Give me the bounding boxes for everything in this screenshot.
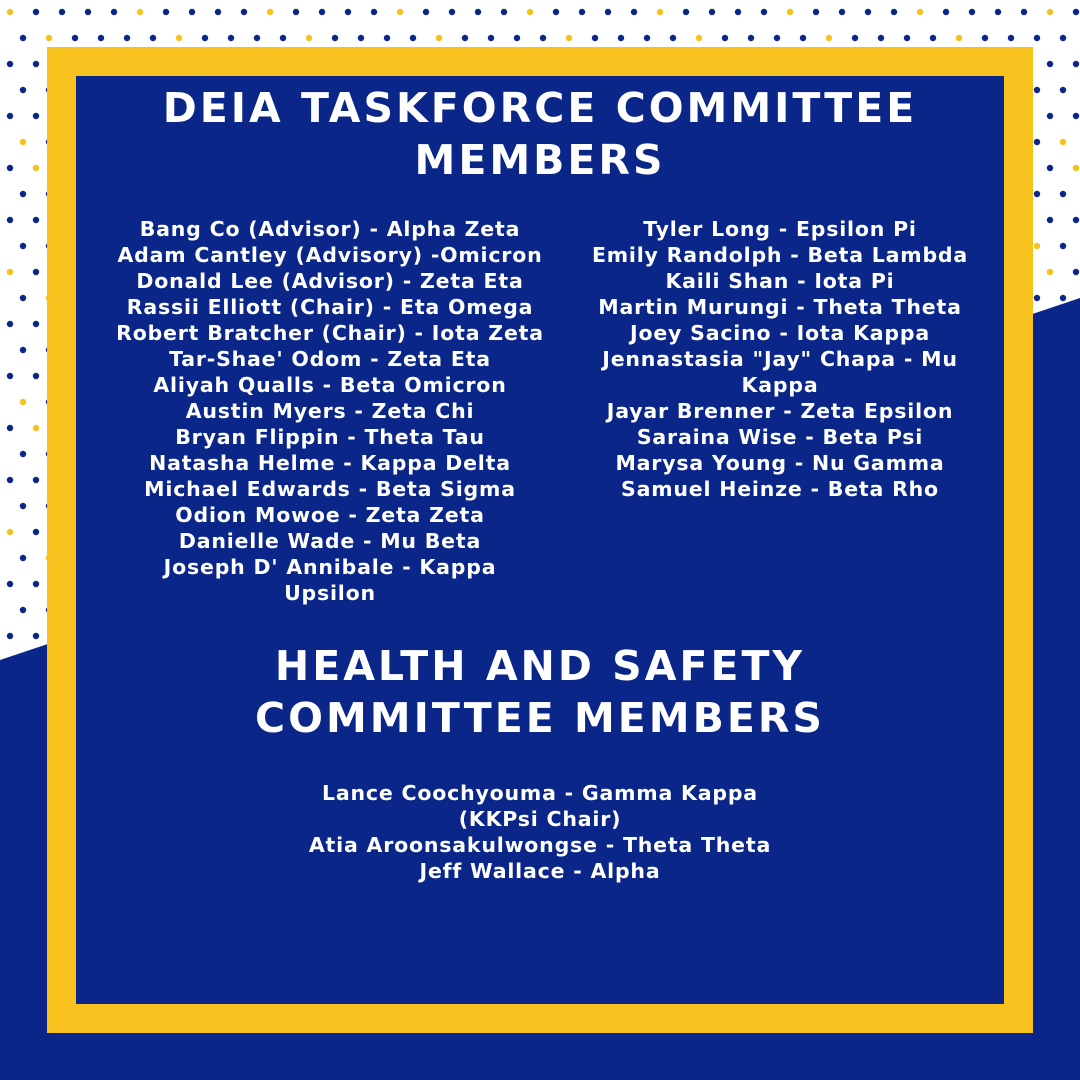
decorative-dot: [332, 35, 338, 41]
member-line: Jennastasia "Jay" Chapa - Mu: [602, 347, 958, 371]
decorative-dot: [449, 9, 455, 15]
decorative-dot: [1047, 165, 1053, 171]
member-line: (KKPsi Chair): [458, 807, 622, 831]
decorative-dot: [33, 321, 39, 327]
decorative-dot: [33, 113, 39, 119]
decorative-dot: [436, 35, 442, 41]
deia-members-left-column: [100, 216, 560, 606]
decorative-dot: [943, 9, 949, 15]
member-line: Rassii Elliott (Chair) - Eta Omega: [126, 295, 534, 319]
decorative-dot: [1073, 61, 1079, 67]
decorative-dot: [176, 35, 182, 41]
decorative-dot: [7, 9, 13, 15]
member-line: Kaili Shan - Iota Pi: [665, 269, 895, 293]
decorative-dot: [7, 529, 13, 535]
decorative-dot: [306, 35, 312, 41]
decorative-dot: [33, 269, 39, 275]
decorative-dot: [241, 9, 247, 15]
decorative-dot: [20, 399, 26, 405]
decorative-dot: [85, 9, 91, 15]
decorative-dot: [839, 9, 845, 15]
decorative-dot: [20, 139, 26, 145]
member-line: Adam Cantley (Advisory) -Omicron: [117, 243, 543, 267]
decorative-dot: [7, 217, 13, 223]
decorative-dot: [1047, 113, 1053, 119]
decorative-dot: [956, 35, 962, 41]
health-safety-members-list: [280, 780, 800, 884]
decorative-dot: [1060, 191, 1066, 197]
decorative-dot: [670, 35, 676, 41]
deia-committee-title: [76, 82, 1004, 186]
decorative-dot: [20, 35, 26, 41]
decorative-dot: [1034, 243, 1040, 249]
decorative-dot: [1060, 139, 1066, 145]
decorative-dot: [527, 9, 533, 15]
decorative-dot: [267, 9, 273, 15]
member-line: Saraina Wise - Beta Psi: [636, 425, 924, 449]
member-line: Martin Murungi - Theta Theta: [598, 295, 962, 319]
decorative-dot: [1073, 165, 1079, 171]
decorative-dot: [722, 35, 728, 41]
decorative-dot: [969, 9, 975, 15]
member-line: Tyler Long - Epsilon Pi: [643, 217, 917, 241]
decorative-dot: [410, 35, 416, 41]
decorative-dot: [1021, 9, 1027, 15]
decorative-dot: [72, 35, 78, 41]
health-safety-committee-title: [76, 640, 1004, 744]
member-line: Joseph D' Annibale - Kappa: [163, 555, 497, 579]
decorative-dot: [1034, 87, 1040, 93]
decorative-dot: [1073, 113, 1079, 119]
member-line: Danielle Wade - Mu Beta: [178, 529, 482, 553]
decorative-dot: [462, 35, 468, 41]
decorative-dot: [423, 9, 429, 15]
health-safety-title-line-1: HEALTH AND SAFETY: [274, 642, 806, 690]
decorative-dot: [20, 607, 26, 613]
decorative-dot: [1060, 295, 1066, 301]
decorative-dot: [1060, 35, 1066, 41]
decorative-dot: [137, 9, 143, 15]
member-line: Jayar Brenner - Zeta Epsilon: [606, 399, 954, 423]
decorative-dot: [1034, 35, 1040, 41]
member-line: Upsilon: [284, 581, 376, 605]
decorative-dot: [592, 35, 598, 41]
decorative-dot: [618, 35, 624, 41]
member-line: Kappa: [741, 373, 819, 397]
decorative-dot: [202, 35, 208, 41]
decorative-dot: [33, 217, 39, 223]
member-line: Bryan Flippin - Theta Tau: [175, 425, 485, 449]
decorative-dot: [345, 9, 351, 15]
decorative-dot: [7, 113, 13, 119]
decorative-dot: [20, 191, 26, 197]
decorative-dot: [98, 35, 104, 41]
decorative-dot: [696, 35, 702, 41]
decorative-dot: [930, 35, 936, 41]
decorative-dot: [150, 35, 156, 41]
decorative-dot: [1008, 35, 1014, 41]
decorative-dot: [1060, 243, 1066, 249]
decorative-dot: [1034, 191, 1040, 197]
member-line: Samuel Heinze - Beta Rho: [621, 477, 939, 501]
decorative-dot: [657, 9, 663, 15]
decorative-dot: [20, 451, 26, 457]
decorative-dot: [488, 35, 494, 41]
decorative-dot: [33, 581, 39, 587]
decorative-dot: [826, 35, 832, 41]
decorative-dot: [163, 9, 169, 15]
decorative-dot: [774, 35, 780, 41]
decorative-dot: [215, 9, 221, 15]
decorative-dot: [33, 529, 39, 535]
decorative-dot: [33, 165, 39, 171]
decorative-dot: [254, 35, 260, 41]
decorative-dot: [33, 633, 39, 639]
member-line: Lance Coochyouma - Gamma Kappa: [322, 781, 758, 805]
decorative-dot: [20, 347, 26, 353]
member-line: Donald Lee (Advisor) - Zeta Eta: [136, 269, 524, 293]
decorative-dot: [1060, 87, 1066, 93]
decorative-dot: [1073, 217, 1079, 223]
decorative-dot: [813, 9, 819, 15]
decorative-dot: [20, 87, 26, 93]
decorative-dot: [20, 555, 26, 561]
decorative-dot: [644, 35, 650, 41]
decorative-dot: [7, 321, 13, 327]
decorative-dot: [553, 9, 559, 15]
decorative-dot: [904, 35, 910, 41]
decorative-dot: [475, 9, 481, 15]
decorative-dot: [579, 9, 585, 15]
decorative-dot: [20, 295, 26, 301]
deia-title-line-2: MEMBERS: [414, 136, 666, 184]
member-line: Tar-Shae' Odom - Zeta Eta: [169, 347, 491, 371]
deia-title-line-1: DEIA TASKFORCE COMMITTEE: [162, 84, 918, 132]
decorative-dot: [683, 9, 689, 15]
decorative-dot: [787, 9, 793, 15]
decorative-dot: [501, 9, 507, 15]
decorative-dot: [605, 9, 611, 15]
decorative-dot: [1034, 295, 1040, 301]
member-line: Michael Edwards - Beta Sigma: [144, 477, 516, 501]
decorative-dot: [631, 9, 637, 15]
decorative-dot: [280, 35, 286, 41]
decorative-dot: [878, 35, 884, 41]
decorative-dot: [7, 425, 13, 431]
decorative-dot: [7, 373, 13, 379]
decorative-dot: [59, 9, 65, 15]
decorative-dot: [384, 35, 390, 41]
member-line: Aliyah Qualls - Beta Omicron: [153, 373, 507, 397]
decorative-dot: [33, 477, 39, 483]
decorative-dot: [748, 35, 754, 41]
decorative-dot: [228, 35, 234, 41]
decorative-dot: [540, 35, 546, 41]
decorative-dot: [995, 9, 1001, 15]
decorative-dot: [982, 35, 988, 41]
decorative-dot: [800, 35, 806, 41]
member-line: Jeff Wallace - Alpha: [419, 859, 661, 883]
decorative-dot: [189, 9, 195, 15]
member-line: Marysa Young - Nu Gamma: [615, 451, 945, 475]
decorative-dot: [46, 35, 52, 41]
deia-members-right-column: [560, 216, 1000, 502]
decorative-dot: [7, 477, 13, 483]
decorative-dot: [358, 35, 364, 41]
member-line: Joey Sacino - Iota Kappa: [630, 321, 930, 345]
decorative-dot: [319, 9, 325, 15]
decorative-dot: [1047, 217, 1053, 223]
decorative-dot: [7, 581, 13, 587]
decorative-dot: [1047, 269, 1053, 275]
decorative-dot: [1034, 139, 1040, 145]
decorative-dot: [33, 425, 39, 431]
member-line: Atia Aroonsakulwongse - Theta Theta: [308, 833, 772, 857]
member-line: Emily Randolph - Beta Lambda: [591, 243, 969, 267]
decorative-dot: [7, 633, 13, 639]
decorative-dot: [852, 35, 858, 41]
decorative-dot: [1073, 9, 1079, 15]
decorative-dot: [7, 269, 13, 275]
decorative-dot: [761, 9, 767, 15]
decorative-dot: [514, 35, 520, 41]
decorative-dot: [33, 9, 39, 15]
decorative-dot: [1073, 269, 1079, 275]
decorative-dot: [371, 9, 377, 15]
decorative-dot: [397, 9, 403, 15]
member-line: Bang Co (Advisor) - Alpha Zeta: [139, 217, 521, 241]
decorative-dot: [7, 61, 13, 67]
member-line: Robert Bratcher (Chair) - Iota Zeta: [116, 321, 544, 345]
member-line: Odion Mowoe - Zeta Zeta: [175, 503, 485, 527]
decorative-dot: [709, 9, 715, 15]
decorative-dot: [293, 9, 299, 15]
decorative-dot: [865, 9, 871, 15]
decorative-dot: [111, 9, 117, 15]
decorative-dot: [124, 35, 130, 41]
decorative-dot: [20, 503, 26, 509]
member-line: Austin Myers - Zeta Chi: [185, 399, 475, 423]
decorative-dot: [7, 165, 13, 171]
decorative-dot: [33, 373, 39, 379]
member-line: Natasha Helme - Kappa Delta: [149, 451, 511, 475]
decorative-dot: [33, 61, 39, 67]
health-safety-title-line-2: COMMITTEE MEMBERS: [255, 694, 825, 742]
decorative-dot: [20, 243, 26, 249]
decorative-dot: [1047, 61, 1053, 67]
decorative-dot: [891, 9, 897, 15]
decorative-dot: [917, 9, 923, 15]
decorative-dot: [1047, 9, 1053, 15]
decorative-dot: [735, 9, 741, 15]
decorative-dot: [566, 35, 572, 41]
